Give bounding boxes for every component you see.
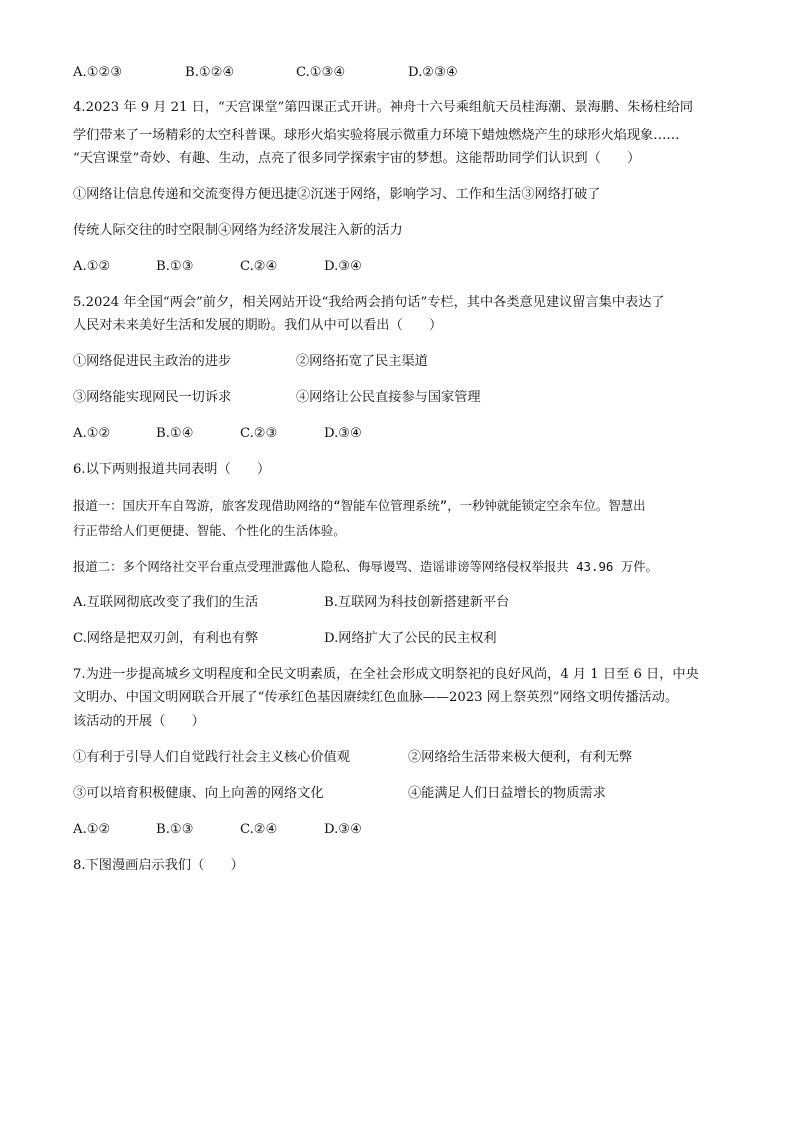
q5-statement-4: ④网络让公民直接参与国家管理	[296, 390, 481, 405]
q5-statement-3: ③网络能实现网民一切诉求	[73, 390, 232, 405]
q7-statement-4: ④能满足人们日益增长的物质需求	[408, 786, 606, 801]
q5-option-c[interactable]: C.②③	[240, 426, 278, 441]
q7-stem-line-2: 文明办、中国文明网联合开展了“传承红色基因赓续红色血脉——2023 网上祭英烈”网络文明传播活动。	[73, 690, 679, 705]
q4-statements-line-1: ①网络让信息传递和交流变得方便迅捷②沉迷于网络，影响学习、工作和生活③网络打破了	[73, 187, 601, 202]
q5-option-b[interactable]: B.①④	[156, 426, 194, 441]
q8-stem: 8.下图漫画启示我们（ ）	[73, 858, 244, 873]
q4-option-c[interactable]: C.②④	[240, 259, 278, 274]
q5-option-a[interactable]: A.①②	[73, 426, 111, 441]
q6-option-c[interactable]: C.网络是把双刃剑，有利也有弊	[73, 631, 259, 646]
q3-option-b[interactable]: B.①②④	[185, 65, 235, 80]
q6-option-b[interactable]: B.互联网为科技创新搭建新平台	[324, 595, 510, 610]
q4-option-d[interactable]: D.③④	[324, 259, 362, 274]
q6-stem: 6.以下两则报道共同表明（ ）	[73, 462, 271, 477]
q3-option-a[interactable]: A.①②③	[73, 65, 123, 80]
q5-option-d[interactable]: D.③④	[324, 426, 362, 441]
q7-stem-line-3: 该活动的开展（ ）	[73, 714, 205, 729]
q6-option-d[interactable]: D.网络扩大了公民的民主权利	[324, 631, 497, 646]
q5-statement-1: ①网络促进民主政治的进步	[73, 354, 232, 369]
q4-stem-line-3: “天宫课堂”奇妙、有趣、生动，点亮了很多同学探索宇宙的梦想。这能帮助同学们认识到（ ）	[73, 151, 641, 166]
q7-statement-1: ①有利于引导人们自觉践行社会主义核心价值观	[73, 750, 350, 765]
q7-statement-3: ③可以培育积极健康、向上向善的网络文化	[73, 786, 324, 801]
q4-option-a[interactable]: A.①②	[73, 259, 111, 274]
q3-option-d[interactable]: D.②③④	[408, 65, 458, 80]
q5-stem-line-1: 5.2024 年全国“两会”前夕，相关网站开设“我给两会捎句话”专栏，其中各类意见建议留言集中表达了	[73, 295, 665, 310]
q5-stem-line-2: 人民对未来美好生活和发展的期盼。我们从中可以看出（ ）	[73, 318, 443, 333]
q3-option-c[interactable]: C.①③④	[296, 65, 346, 80]
q4-statements-line-2: 传统人际交往的时空限制④网络为经济发展注入新的活力	[73, 223, 403, 238]
q6-report-1-line-2: 行正带给人们更便捷、智能、个性化的生活体验。	[73, 523, 346, 538]
q4-stem-line-1: 4.2023 年 9 月 21 日，“天宫课堂”第四课正式开讲。神舟十六号乘组航天员桂海潮、景海鹏、朱杨柱给同	[73, 100, 694, 115]
q6-report-1-line-1: 报道一：国庆开车自驾游，旅客发现借助网络的“智能车位管理系统”，一秒钟就能锁定空余车位。智慧出	[73, 498, 646, 513]
q7-option-c[interactable]: C.②④	[240, 822, 278, 837]
q4-stem-line-2: 学们带来了一场精彩的太空科普课。球形火焰实验将展示微重力环境下蜡烛燃烧产生的球形火焰现象……	[73, 128, 680, 143]
q6-option-a[interactable]: A.互联网彻底改变了我们的生活	[73, 595, 259, 610]
q4-option-b[interactable]: B.①③	[156, 259, 194, 274]
q7-option-d[interactable]: D.③④	[324, 822, 362, 837]
q7-stem-line-1: 7.为进一步提高城乡文明程度和全民文明素质，在全社会形成文明祭祀的良好风尚，4 月 1 日至 6 日，中央	[73, 667, 699, 682]
q6-report-2: 报道二：多个网络社交平台重点受理泄露他人隐私、侮辱谩骂、造谣诽谤等网络侵权举报共 43.96 万件。	[73, 559, 659, 574]
q7-option-b[interactable]: B.①③	[156, 822, 194, 837]
q7-option-a[interactable]: A.①②	[73, 822, 111, 837]
q7-statement-2: ②网络给生活带来极大便利，有利无弊	[408, 750, 633, 765]
q5-statement-2: ②网络拓宽了民主渠道	[296, 354, 428, 369]
